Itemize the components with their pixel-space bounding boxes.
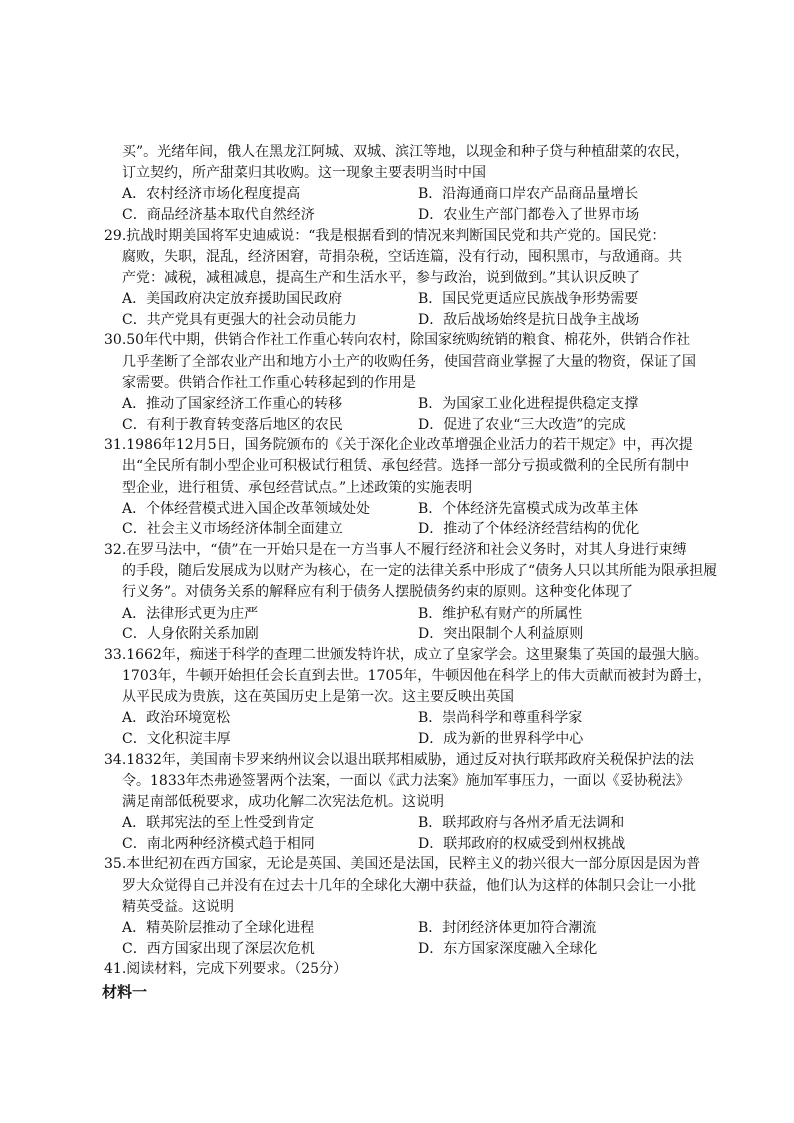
options-row (104, 918, 694, 939)
option-d: D．敌后战场始终是抗日战争主战场 (418, 311, 640, 328)
option-d: D．农业生产部门都卷入了世界市场 (418, 207, 640, 223)
question-34 (104, 750, 694, 855)
question-stem-line: 腐败，失职，混乱，经济困窘，苛捐杂税，空话连篇，没有行动，囤积黑市，与敌通商。共 (122, 248, 682, 265)
option-b: B．崇尚科学和尊重科学家 (418, 710, 583, 727)
question-28 (104, 142, 694, 226)
question-stem-line: 1703年，牛顿开始担任会长直到去世。1705年，牛顿因他在科学上的伟大贡献而被封为爵士， (122, 667, 712, 684)
question-29 (104, 226, 694, 331)
options-row (104, 834, 694, 855)
question-stem-line: 31.1986年12月5日，国务院颁布的《关于深化企业改革增强企业活力的若干规定》中，再次提 (104, 437, 693, 454)
question-30 (104, 330, 694, 435)
question-stem-line: 出“全民所有制小型企业可积极试行租赁、承包经营。选择一部分亏损或微利的全民所有制中 (122, 458, 690, 475)
option-c: C．共产党具有更强大的社会动员能力 (122, 311, 357, 328)
question-stem-line: 罗大众觉得自己并没有在过去十几年的全球化大潮中获益，他们认为这样的体制只会让一小批 (122, 877, 696, 894)
option-b: B．沿海通商口岸农产品商品量增长 (418, 186, 639, 203)
question-stem-line: 满足南部低税要求，成功化解二次宪法危机。这说明 (122, 793, 444, 810)
question-stem-line: 34.1832年，美国南卡罗来纳州议会以退出联邦相威胁，通过反对执行联邦政府关税保护法的法 (104, 751, 694, 768)
option-a: A．农村经济市场化程度提高 (122, 186, 301, 203)
question-32 (104, 540, 718, 645)
question-stem-line: 买”。光绪年间，俄人在黑龙江阿城、双城、滨江等地，以现金和种子贷与种植甜菜的农民， (122, 144, 690, 160)
question-41 (104, 959, 694, 1004)
question-stem-line: 30.50年代中期，供销合作社工作重心转向农村，除国家统购统销的粮食、棉花外，供销合作社 (104, 332, 691, 349)
option-a: A．政治环境宽松 (122, 710, 231, 727)
option-c: C．商品经济基本取代自然经济 (122, 207, 315, 223)
options-row (104, 729, 694, 750)
question-stem-line: 令。1833年杰弗逊签署两个法案，一面以《武力法案》施加军事压力，一面以《妥协税法》 (122, 772, 690, 789)
exam-content (102, 142, 718, 1004)
question-stem-line: 订立契约，所产甜菜归其收购。这一现象主要表明当时中国 (122, 165, 486, 182)
question-stem-line: 行义务”。对债务关系的解释应有利于债务人摆脱债务约束的原则。这种变化体现了 (122, 584, 634, 601)
question-35 (104, 854, 701, 959)
option-c: C．有利于教育转变落后地区的农民 (122, 416, 343, 433)
option-a: A．法律形式更为庄严 (122, 605, 259, 622)
option-c: C．文化积淀丰厚 (122, 730, 231, 747)
options-row (104, 415, 694, 436)
question-stem-line: 的手段，随后发展成为以财产为核心，在一定的法律关系中形成了“债务人只以其所能为限承担履 (122, 563, 718, 580)
option-c: C．社会主义市场经济体制全面建立 (122, 521, 343, 538)
options-row (104, 604, 694, 625)
question-stem-line: 产党：减税，减租减息，提高生产和生活水平，参与政治，说到做到。”其认识反映了 (122, 270, 641, 286)
options-row (104, 205, 694, 226)
option-d: D．促进了农业“三大改造”的完成 (418, 416, 626, 433)
options-row (104, 289, 694, 310)
question-stem-line: 41.阅读材料，完成下列要求。（25分） (104, 961, 348, 978)
option-d: D．联邦政府的权威受到州权挑战 (418, 835, 626, 852)
options-row (104, 499, 694, 520)
material-heading: 材料一 (102, 983, 148, 1002)
options-row (104, 519, 694, 540)
option-c: C．南北两种经济模式趋于相同 (122, 835, 315, 852)
options-row (104, 184, 694, 205)
option-a: A．精英阶层推动了全球化进程 (122, 919, 315, 936)
question-33 (104, 645, 712, 750)
option-d: D．东方国家深度融入全球化 (418, 940, 598, 957)
option-c: C．人身依附关系加剧 (122, 626, 259, 643)
option-b: B．联邦政府与各州矛盾无法调和 (418, 815, 625, 832)
question-stem-line: 32.在罗马法中，“债”在一开始只是在一方当事人不履行经济和社会义务时，对其人身进行束缚 (104, 541, 687, 558)
option-a: A．个体经营模式进入国企改革领域处处 (122, 500, 371, 517)
options-row (104, 394, 694, 415)
question-31 (104, 435, 694, 540)
option-b: B．封闭经济体更加符合潮流 (418, 919, 597, 936)
question-stem-line: 型企业，进行租赁、承包经营试点。”上述政策的实施表明 (122, 479, 473, 496)
options-row (104, 939, 694, 960)
option-d: D．成为新的世界科学中心 (418, 730, 584, 747)
option-d: D．突出限制个人利益原则 (418, 626, 584, 643)
question-stem-line: 几乎垄断了全部农业产出和地方小土产的收购任务，使国营商业掌握了大量的物资，保证了国 (122, 353, 696, 370)
options-row (104, 624, 694, 645)
option-b: B．个体经济先富模式成为改革主体 (418, 500, 639, 517)
option-a: A．推动了国家经济工作重心的转移 (122, 396, 343, 412)
question-stem-line: 35.本世纪初在西方国家，无论是英国、美国还是法国，民粹主义的勃兴很大一部分原因是因为普 (104, 856, 701, 873)
question-stem-line: 从平民成为贵族，这在英国历史上是第一次。这主要反映出英国 (122, 689, 514, 706)
option-b: B．国民党更适应民族战争形势需要 (418, 291, 639, 308)
option-c: C．西方国家出现了深层次危机 (122, 940, 315, 957)
options-row (104, 310, 694, 331)
options-row (104, 708, 694, 729)
option-a: A．美国政府决定放弃援助国民政府 (122, 291, 343, 308)
question-stem-line: 精英受益。这说明 (122, 898, 234, 915)
option-d: D．推动了个体经济经营结构的优化 (418, 521, 640, 538)
option-a: A．联邦宪法的至上性受到肯定 (122, 815, 315, 832)
option-b: B．为国家工业化进程提供稳定支撑 (418, 396, 639, 412)
options-row (104, 813, 694, 834)
option-b: B．维护私有财产的所属性 (418, 605, 583, 622)
question-stem-line: 33.1662年，痴迷于科学的查理二世颁发特许状，成立了皇家学会。这里聚集了英国的最强大脑。 (104, 646, 708, 663)
question-stem-line: 29.抗战时期美国将军史迪威说：“我是根据看到的情况来判断国民党和共产党的。国民党： (104, 227, 666, 244)
question-stem-line: 家需要。供销合作社工作重心转移起到的作用是 (122, 374, 416, 391)
